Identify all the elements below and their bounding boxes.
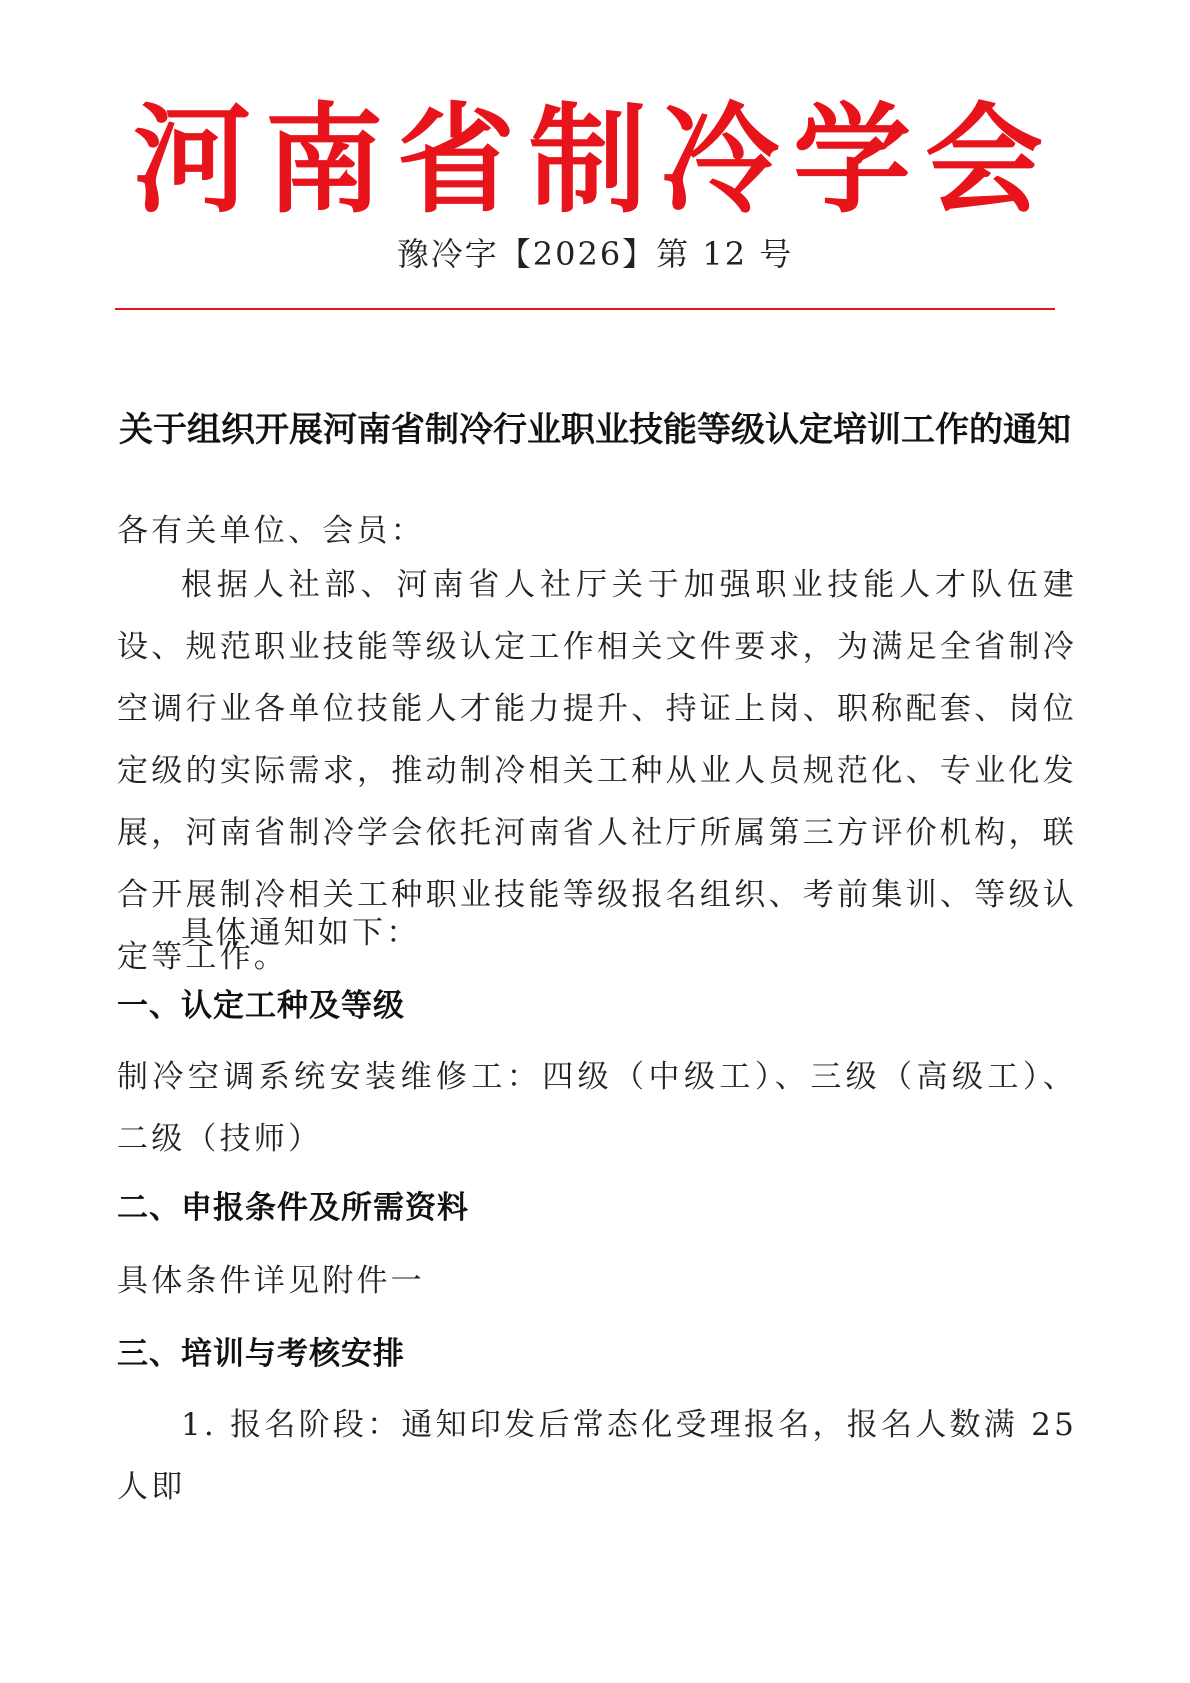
notice-title: 关于组织开展河南省制冷行业职业技能等级认定培训工作的通知 (119, 410, 1071, 450)
section-heading-3: 三、培训与考核安排 (117, 1336, 405, 1372)
section-heading-2: 二、申报条件及所需资料 (117, 1190, 469, 1226)
salutation: 各有关单位、会员： (117, 513, 425, 549)
section-body-3: 1. 报名阶段：通知印发后常态化受理报名，报名人数满 25 人即 (117, 1407, 1077, 1505)
lead-in-line: 具体通知如下： (181, 915, 421, 951)
letterhead-divider (115, 308, 1055, 310)
organization-letterhead: 河南省制冷学会 (132, 90, 1057, 229)
section-heading-1: 一、认定工种及等级 (117, 988, 405, 1024)
section-body-2: 具体条件详见附件一 (117, 1263, 425, 1299)
section-body-1: 制冷空调系统安装维修工：四级（中级工）、三级（高级工）、二级（技师） (117, 1059, 1077, 1157)
intro-paragraph: 根据人社部、河南省人社厅关于加强职业技能人才队伍建设、规范职业技能等级认定工作相关文件要求，为满足全省制冷空调行业各单位技能人才能力提升、持证上岗、职称配套、岗位定级的实际需求，推动制冷相关工种从业人员规范化、专业化发展，河南省制冷学会依托河南省人社厅所属第三方评价机构，联合开展制冷相关工种职业技能等级报名组织、考前集训、等级认定等工作。 (117, 567, 1077, 975)
document-number: 豫冷字【2026】第 12 号 (396, 235, 794, 273)
